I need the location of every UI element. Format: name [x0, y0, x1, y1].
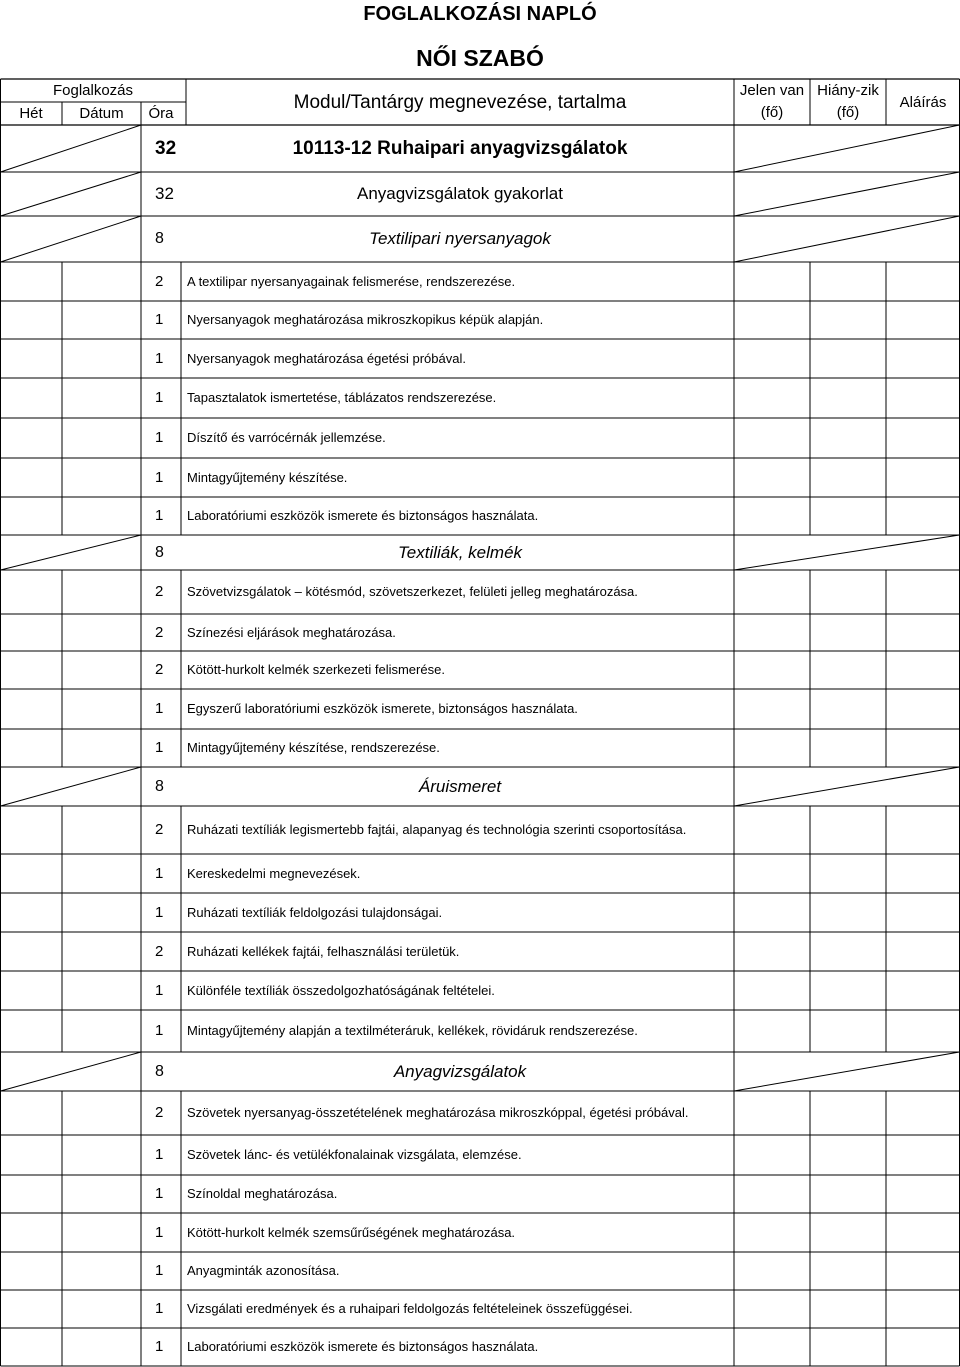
row-hours: 2: [155, 273, 164, 290]
row-hours: 32: [155, 138, 177, 159]
table-row: [0, 1252, 960, 1290]
header-foglalkozas: Foglalkozás: [52, 82, 134, 99]
row-description: Különféle textíliák összedolgozhatóságának feltételei.: [187, 983, 495, 998]
row-description: Kötött-hurkolt kelmék szemsűrűségének meghatározása.: [187, 1225, 516, 1240]
row-hours: 1: [155, 1262, 164, 1279]
row-hours: 8: [155, 230, 164, 247]
row-description: Áruismeret: [418, 777, 502, 796]
row-hours: 1: [155, 700, 164, 717]
row-hours: 1: [155, 982, 164, 999]
row-hours: 1: [155, 311, 164, 328]
table-row: [0, 854, 960, 893]
row-description: Egyszerű laboratóriumi eszközök ismerete, biztonságos használata.: [187, 701, 578, 716]
row-description: Anyagvizsgálatok gyakorlat: [356, 184, 563, 203]
row-description: 10113-12 Ruhaipari anyagvizsgálatok: [292, 138, 628, 159]
table-row: [0, 1135, 960, 1175]
table-row: [0, 614, 960, 651]
table-row: [0, 971, 960, 1010]
row-hours: 2: [155, 943, 164, 960]
row-hours: 2: [155, 583, 164, 600]
row-hours: 1: [155, 1146, 164, 1163]
row-description: Mintagyűjtemény készítése.: [187, 470, 348, 485]
topic-row: [0, 1052, 960, 1091]
row-hours: 8: [155, 544, 164, 561]
table-row: [0, 497, 960, 535]
row-description: Színezési eljárások meghatározása.: [187, 625, 396, 640]
table-row: [0, 1010, 960, 1052]
row-description: Tapasztalatok ismertetése, táblázatos rendszerezése.: [187, 390, 497, 405]
table-row: [0, 378, 960, 418]
row-description: Szövetvizsgálatok – kötésmód, szövetszerkezet, felületi jelleg meghatározása.: [187, 584, 638, 599]
table-row: [0, 1091, 960, 1135]
row-hours: 1: [155, 469, 164, 486]
header-hiany-unit: (fő): [836, 104, 860, 121]
header-jelen-van: Jelen van: [739, 82, 805, 99]
row-description: A textilipar nyersanyagainak felismerése, rendszerezése.: [187, 274, 516, 289]
table-row: [0, 418, 960, 458]
table-row: [0, 301, 960, 339]
row-description: Nyersanyagok meghatározása mikroszkopikus képük alapján.: [187, 312, 544, 327]
row-description: Mintagyűjtemény készítése, rendszerezése.: [187, 740, 440, 755]
row-hours: 1: [155, 1338, 164, 1355]
table-row: [0, 893, 960, 932]
module-row: [0, 125, 960, 172]
row-description: Laboratóriumi eszközök ismerete és biztonságos használata.: [187, 1339, 539, 1354]
header-modul: Modul/Tantárgy megnevezése, tartalma: [293, 92, 627, 113]
table-row: [0, 1290, 960, 1328]
row-hours: 2: [155, 624, 164, 641]
row-hours: 1: [155, 739, 164, 756]
header-ora: Óra: [148, 105, 174, 122]
topic-row: [0, 535, 960, 570]
table-row: [0, 806, 960, 854]
row-description: Ruházati kellékek fajtái, felhasználási területük.: [187, 944, 460, 959]
row-description: Laboratóriumi eszközök ismerete és biztonságos használata.: [187, 508, 539, 523]
row-hours: 1: [155, 1300, 164, 1317]
topic-row: [0, 216, 960, 262]
row-hours: 1: [155, 429, 164, 446]
row-hours: 1: [155, 507, 164, 524]
row-hours: 1: [155, 865, 164, 882]
row-description: Mintagyűjtemény alapján a textilméteráruk, kellékek, rövidáruk rendszerezése.: [187, 1023, 638, 1038]
row-hours: 1: [155, 1185, 164, 1202]
row-description: Szövetek nyersanyag-összetételének meghatározása mikroszkóppal, égetési próbával.: [187, 1105, 689, 1120]
table-row: [0, 1213, 960, 1252]
subject-row: [0, 172, 960, 216]
header-jelen-unit: (fő): [760, 104, 784, 121]
row-description: Anyagminták azonosítása.: [187, 1263, 340, 1278]
row-hours: 8: [155, 1063, 164, 1080]
row-description: Ruházati textíliák legismertebb fajtái, alapanyag és technológia szerinti csoportosítása.: [187, 822, 687, 837]
document-title: FOGLALKOZÁSI NAPLÓ: [363, 3, 597, 25]
table-row: [0, 339, 960, 378]
row-description: Textiliák, kelmék: [397, 543, 523, 562]
topic-row: [0, 767, 960, 806]
table-row: [0, 262, 960, 301]
row-hours: 1: [155, 904, 164, 921]
row-description: Ruházati textíliák feldolgozási tulajdonságai.: [187, 905, 443, 920]
row-hours: 8: [155, 778, 164, 795]
table-row: [0, 932, 960, 971]
row-hours: 2: [155, 821, 164, 838]
row-description: Színoldal meghatározása.: [187, 1186, 338, 1201]
row-hours: 1: [155, 389, 164, 406]
table-row: [0, 651, 960, 689]
row-description: Szövetek lánc- és vetülékfonalainak vizsgálata, elemzése.: [187, 1147, 522, 1162]
row-description: Díszítő és varrócérnák jellemzése.: [187, 430, 386, 445]
row-description: Anyagvizsgálatok: [393, 1062, 527, 1081]
header-alairas: Aláírás: [899, 94, 947, 111]
row-hours: 1: [155, 1224, 164, 1241]
row-hours: 32: [155, 184, 174, 203]
document-subtitle: NŐI SZABÓ: [416, 45, 544, 71]
row-description: Vizsgálati eredmények és a ruhaipari feldolgozás feltételeinek összefüggései.: [187, 1301, 633, 1316]
row-description: Kötött-hurkolt kelmék szerkezeti felismerése.: [187, 662, 445, 677]
table-row: [0, 1328, 960, 1366]
row-hours: 1: [155, 350, 164, 367]
row-description: Nyersanyagok meghatározása égetési próbával.: [187, 351, 466, 366]
table-row: [0, 1175, 960, 1213]
header-datum: Dátum: [79, 105, 124, 122]
row-description: Textilipari nyersanyagok: [369, 229, 551, 248]
table-row: [0, 729, 960, 767]
row-description: Kereskedelmi megnevezések.: [187, 866, 361, 881]
row-hours: 1: [155, 1022, 164, 1039]
header-het: Hét: [19, 105, 43, 122]
row-hours: 2: [155, 661, 164, 678]
header-hiany-zik: Hiány-zik: [817, 82, 879, 99]
table-row: [0, 689, 960, 729]
table-row: [0, 570, 960, 614]
table-row: [0, 458, 960, 497]
row-hours: 2: [155, 1104, 164, 1121]
